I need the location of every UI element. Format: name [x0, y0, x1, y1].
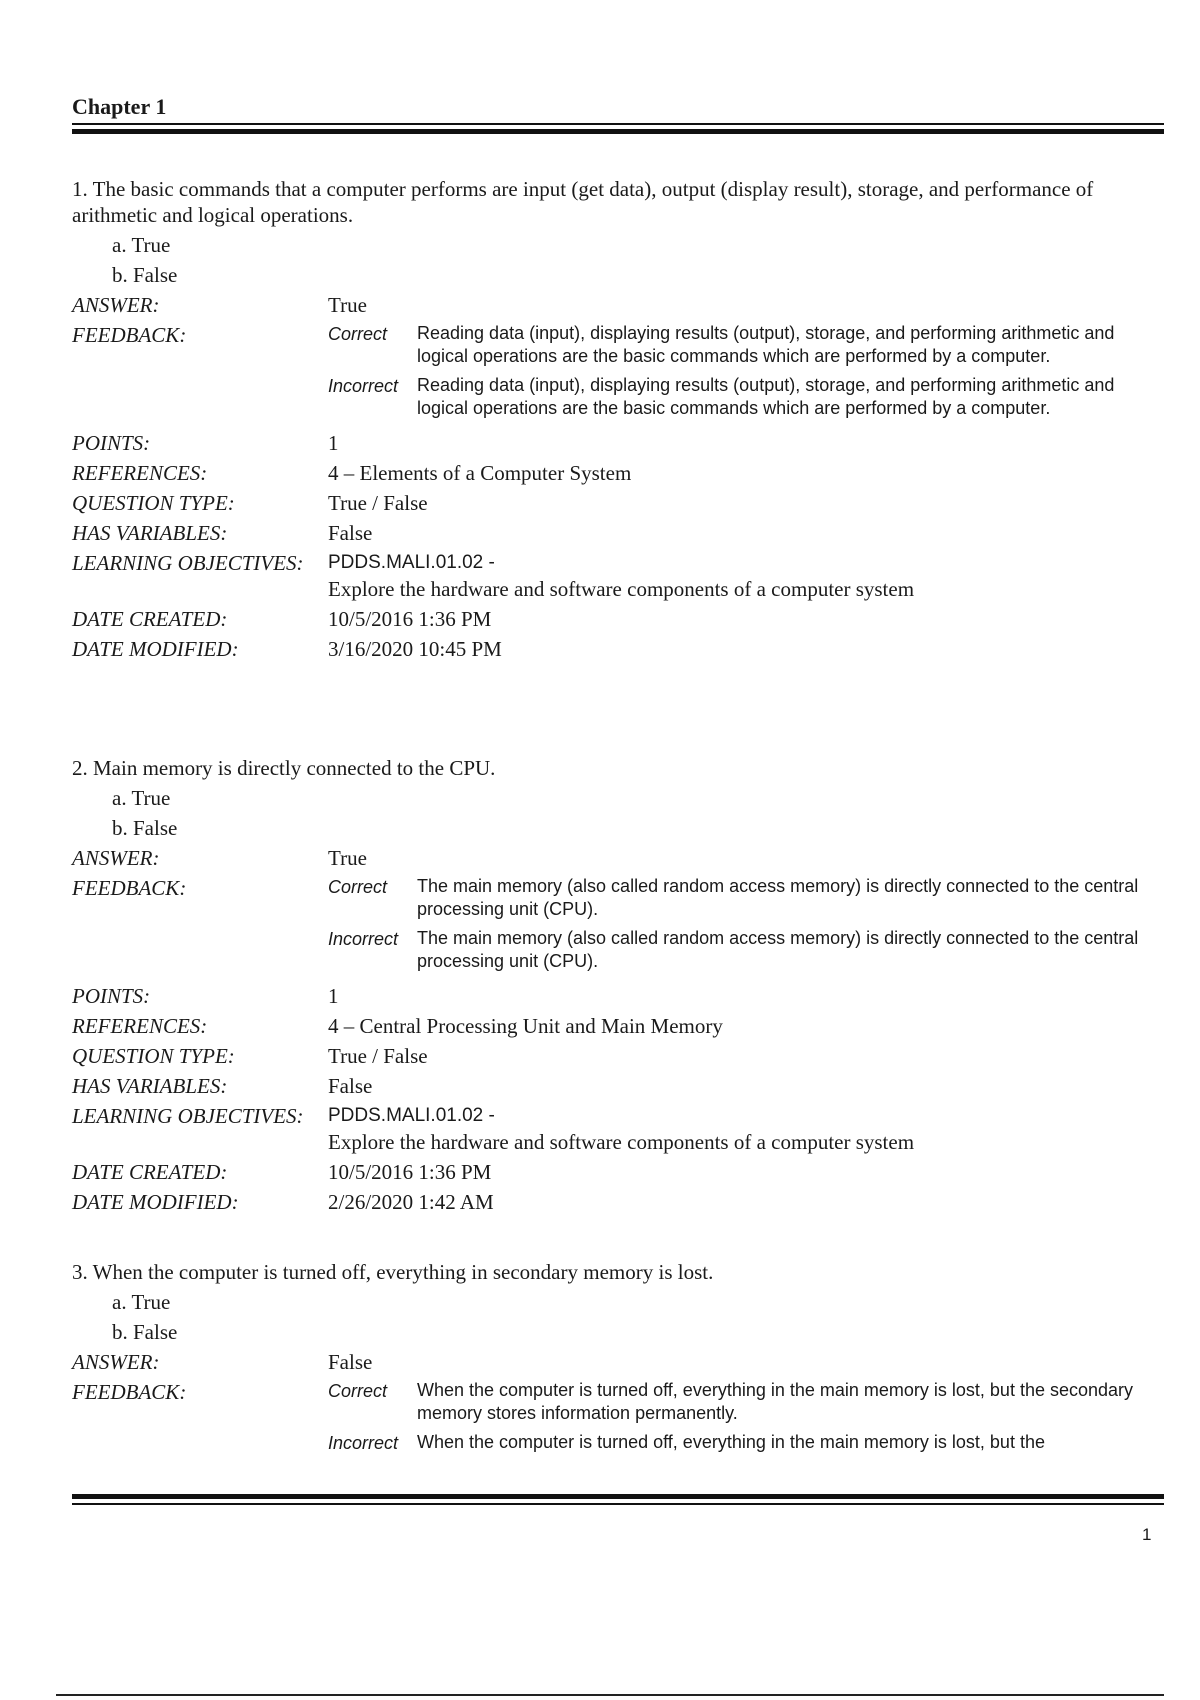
- page-bottom-line: [56, 1694, 1164, 1696]
- has-variables-row: [72, 1073, 1164, 1099]
- feedback-correct-text: The main memory (also called random access memory) is directly connected to the central processing unit (CPU).: [417, 876, 1139, 919]
- learning-objectives-label: LEARNING OBJECTIVES:: [72, 1104, 304, 1128]
- points-row: [72, 430, 1164, 456]
- feedback-block: [328, 875, 1164, 979]
- question-stem: 1. The basic commands that a computer performs are input (get data), output (display result), storage, and performance of arithmetic and logical operations.: [72, 177, 1094, 227]
- points-value: 1: [328, 431, 339, 455]
- references-row: [72, 1013, 1164, 1039]
- question-stem: 2. Main memory is directly connected to the CPU.: [72, 756, 496, 780]
- answer-label: ANSWER:: [72, 293, 160, 317]
- chapter-title: Chapter 1: [72, 94, 167, 119]
- points-label: POINTS:: [72, 984, 151, 1008]
- question-type-label: QUESTION TYPE:: [72, 1044, 235, 1068]
- answer-row: [72, 845, 1164, 871]
- learning-objectives-value: [328, 550, 1164, 602]
- has-variables-value: False: [328, 521, 373, 545]
- date-modified-value: 2/26/2020 1:42 AM: [328, 1190, 494, 1214]
- feedback-correct-label: Correct: [328, 877, 388, 897]
- learning-objective-code: PDDS.MALI.01.02 -: [328, 552, 495, 573]
- option-b: b. False: [112, 816, 178, 840]
- feedback-incorrect: [328, 374, 1164, 420]
- date-created-value: 10/5/2016 1:36 PM: [328, 607, 492, 631]
- feedback-label: FEEDBACK:: [72, 323, 187, 347]
- header-rule-thin: [72, 123, 1164, 125]
- points-value: 1: [328, 984, 339, 1008]
- points-row: [72, 983, 1164, 1009]
- has-variables-label: HAS VARIABLES:: [72, 1074, 228, 1098]
- date-modified-label: DATE MODIFIED:: [72, 637, 239, 661]
- feedback-incorrect-label: Incorrect: [328, 929, 399, 949]
- feedback-incorrect-label: Incorrect: [328, 1433, 399, 1453]
- feedback-incorrect-text: When the computer is turned off, everything in the main memory is lost, but the: [417, 1432, 1045, 1452]
- learning-objectives-row: [72, 550, 1164, 602]
- has-variables-label: HAS VARIABLES:: [72, 521, 228, 545]
- question-3: [72, 1259, 1164, 1461]
- has-variables-value: False: [328, 1074, 373, 1098]
- option-a: a. True: [112, 233, 171, 257]
- learning-objective-text: Explore the hardware and software components of a computer system: [328, 1130, 915, 1154]
- learning-objective-text: Explore the hardware and software components of a computer system: [328, 577, 915, 601]
- answer-row: [72, 1349, 1164, 1375]
- answer-value: False: [328, 1350, 373, 1374]
- references-value: 4 – Central Processing Unit and Main Memory: [328, 1014, 723, 1038]
- footer-rule-thin: [72, 1503, 1164, 1505]
- option-a: a. True: [112, 786, 171, 810]
- references-row: [72, 460, 1164, 486]
- option-b: b. False: [112, 263, 178, 287]
- feedback-incorrect-text: Reading data (input), displaying results (output), storage, and performing arithmetic and logical operations are the basic commands which are performed by a computer.: [417, 375, 1115, 418]
- learning-objectives-label: LEARNING OBJECTIVES:: [72, 551, 304, 575]
- feedback-row: [72, 875, 1164, 979]
- date-created-label: DATE CREATED:: [72, 1160, 228, 1184]
- feedback-row: [72, 322, 1164, 426]
- points-label: POINTS:: [72, 431, 151, 455]
- feedback-correct-text: When the computer is turned off, everything in the main memory is lost, but the secondary memory stores information permanently.: [417, 1380, 1134, 1423]
- option-b: b. False: [112, 1320, 178, 1344]
- has-variables-row: [72, 520, 1164, 546]
- question-type-value: True / False: [328, 1044, 428, 1068]
- feedback-incorrect-label: Incorrect: [328, 376, 399, 396]
- question-2: [72, 755, 1164, 1215]
- question-type-label: QUESTION TYPE:: [72, 491, 235, 515]
- question-type-row: [72, 490, 1164, 516]
- date-modified-label: DATE MODIFIED:: [72, 1190, 239, 1214]
- footer-rule-thick: [72, 1494, 1164, 1499]
- feedback-label: FEEDBACK:: [72, 876, 187, 900]
- question-stem: 3. When the computer is turned off, everything in secondary memory is lost.: [72, 1260, 714, 1284]
- feedback-correct: [328, 322, 1164, 368]
- feedback-correct: [328, 875, 1164, 921]
- feedback-correct: [328, 1379, 1164, 1425]
- references-label: REFERENCES:: [72, 461, 208, 485]
- answer-label: ANSWER:: [72, 846, 160, 870]
- page-number: 1: [1142, 1525, 1152, 1544]
- feedback-correct-label: Correct: [328, 324, 388, 344]
- learning-objectives-row: [72, 1103, 1164, 1155]
- answer-row: [72, 292, 1164, 318]
- answer-value: True: [328, 293, 367, 317]
- answer-label: ANSWER:: [72, 1350, 160, 1374]
- date-created-value: 10/5/2016 1:36 PM: [328, 1160, 492, 1184]
- date-created-label: DATE CREATED:: [72, 607, 228, 631]
- header-rule-thick: [72, 129, 1164, 134]
- feedback-incorrect: [328, 1431, 1164, 1455]
- feedback-block: [328, 322, 1164, 426]
- feedback-label: FEEDBACK:: [72, 1380, 187, 1404]
- learning-objectives-value: [328, 1103, 1164, 1155]
- feedback-correct-text: Reading data (input), displaying results (output), storage, and performing arithmetic and logical operations are the basic commands which are performed by a computer.: [417, 323, 1115, 366]
- date-created-row: [72, 606, 1164, 632]
- feedback-row: [72, 1379, 1164, 1461]
- option-a: a. True: [112, 1290, 171, 1314]
- date-created-row: [72, 1159, 1164, 1185]
- feedback-incorrect-text: The main memory (also called random access memory) is directly connected to the central processing unit (CPU).: [417, 928, 1139, 971]
- question-type-row: [72, 1043, 1164, 1069]
- feedback-block: [328, 1379, 1164, 1461]
- answer-value: True: [328, 846, 367, 870]
- date-modified-value: 3/16/2020 10:45 PM: [328, 637, 502, 661]
- question-type-value: True / False: [328, 491, 428, 515]
- feedback-correct-label: Correct: [328, 1381, 388, 1401]
- learning-objective-code: PDDS.MALI.01.02 -: [328, 1105, 495, 1126]
- feedback-incorrect: [328, 927, 1164, 973]
- question-1: [72, 176, 1164, 662]
- date-modified-row: [72, 1189, 1164, 1215]
- date-modified-row: [72, 636, 1164, 662]
- references-value: 4 – Elements of a Computer System: [328, 461, 632, 485]
- references-label: REFERENCES:: [72, 1014, 208, 1038]
